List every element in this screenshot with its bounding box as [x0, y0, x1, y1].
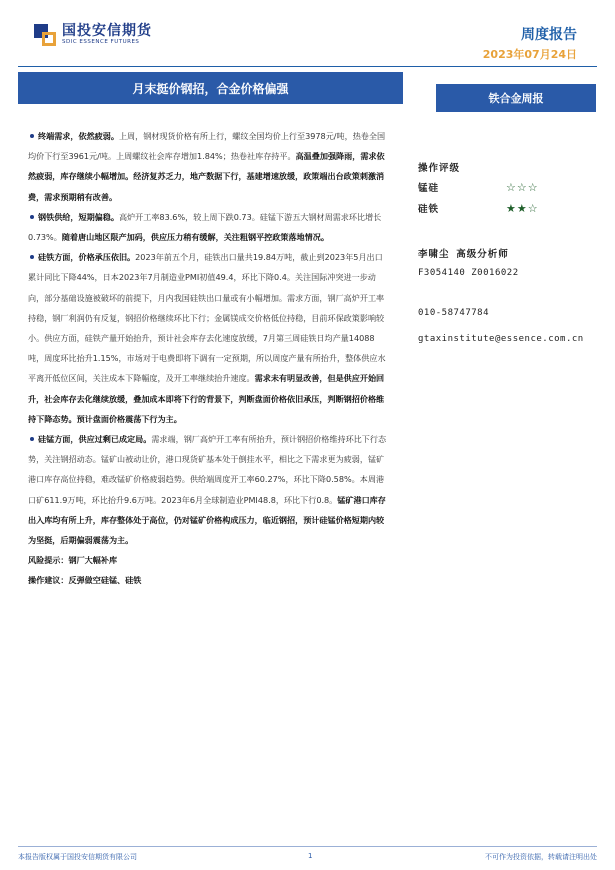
footer-divider: [18, 846, 597, 847]
paragraph-text: 需求端，钢厂高炉开工率有所抬升，预计钢招价格维持环比下行态势，关注钢招动态。锰矿山被动让价，港口现货矿基本处于倒挂水平，相比之下需求更为疲弱，锰矿港口库存高位持稳，难改锰矿价格疲弱趋势。供给端周度开工率60.27%，环比下降0.58%。本周港口矿611.9万吨，环比抬升9.6万吨。2023年6月全球制造业PMI48.8，环比下行0.8。: [28, 434, 387, 505]
report-title: 月末挺价钢招，合金价格偏强: [132, 81, 289, 96]
company-logo: [34, 24, 152, 46]
rating-stars-icon: ★★☆: [506, 201, 539, 215]
rating-name: 硅铁: [418, 204, 440, 215]
analyst-license-codes: F3054140 Z0016022: [418, 268, 519, 278]
report-date: 2023年07月24日: [482, 48, 577, 61]
paragraph-text: 高炉开工率83.6%，较上周下跌0.73。硅锰下游五大钢材周需求环比增长0.73%。: [28, 211, 382, 243]
paragraph-bold-text: 终端需求，依然疲弱。: [38, 131, 119, 141]
logo-mark-icon: [34, 24, 56, 46]
paragraph-list: [28, 126, 390, 550]
header-divider: [18, 66, 597, 67]
paragraph: [28, 126, 390, 207]
rating-row: [418, 200, 608, 216]
title-bar: [18, 72, 403, 104]
contact-phone: 010-58747784: [418, 308, 490, 318]
bullet-icon: [30, 215, 34, 219]
report-category-tag: [436, 84, 596, 112]
sidebar: [418, 160, 608, 352]
logo-name-en: SDIC ESSENCE FUTURES: [62, 39, 140, 45]
bullet-icon: [30, 134, 34, 138]
paragraph-text: 上周，钢材现货价格有所上行，螺纹全国均价上行至3978元/吨，热卷全国均价下行至3961元/吨。上周螺纹社会库存增加1.84%；热卷社库存持平。: [28, 131, 386, 162]
report-category-label: 铁合金周报: [488, 92, 544, 105]
analyst-name: 李啸尘 高级分析师: [418, 249, 509, 260]
rating-stars-icon: ☆☆☆: [506, 180, 539, 194]
contact-email[interactable]: gtaxinstitute@essence.com.cn: [418, 334, 584, 344]
logo-name-cn: 国投安信期货: [62, 23, 152, 39]
footer-disclaimer: 不可作为投资依据，转载请注明出处: [485, 853, 597, 861]
paragraph-bold-text: 锰矿港口库存出入库均有所上升，库存整体处于高位，仍对锰矿价格构成压力，临近钢招，预计硅锰价格短期内较为坚挺，后期偏弱震荡为主。: [28, 494, 386, 546]
paragraph: [28, 247, 390, 429]
paragraph-bold-text: 硅铁方面，价格承压依旧。: [38, 252, 136, 263]
paragraph-text: 2023年前五个月，硅铁出口量共19.84万吨，截止到2023年5月出口累计同比下降44%，日本2023年7月制造业PMI初值49.4，环比下降0.4。关注国际冲突进一步动向，部分基础设施被破坏的前提下，月内我国硅铁出口量或有小幅增加。需求方面，钢厂高炉开工率持稳，钢厂利润仍有反复，钢招价格继续环比下行；金属镁成交价格低位持稳，目前环保政策影响较小。供应方面，硅铁产量开始抬升，预计社会库存去化速度放缓，7月第三周硅铁日均产量14088吨，周度环比抬升1.15%，市场对于电费即将下调有一定预期，所以周度产量有所抬升，整体供应水平离开低位区间，关注成本下降幅度，及开工率继续抬升速度。: [28, 252, 386, 384]
paragraph-bold-text: 需求未有明显改善，但是供应开始回升，社会库存去化继续放缓，叠加成本即将下行的背景下，判断盘面价格依旧承压，判断钢招价格维持下降态势。预计盘面价格震荡下行为主。: [28, 373, 385, 424]
main-content: [28, 126, 390, 591]
footer-copyright: 本报告版权属于国投安信期货有限公司: [18, 853, 137, 861]
bullet-icon: [30, 437, 34, 441]
operation-advice: 操作建议：反弹做空硅锰、硅铁: [28, 575, 142, 586]
bullet-icon: [30, 255, 34, 259]
paragraph-bold-text: 高温叠加强降雨，需求依然疲弱，库存继续小幅增加。经济复苏乏力，地产数据下行，基建增速放缓，政策端出台政策刺激消费，需求预期稍有改善。: [28, 151, 385, 202]
rating-row: [418, 179, 608, 195]
rating-name: 锰硅: [418, 183, 440, 194]
paragraph: [28, 207, 390, 247]
risk-warning: 风险提示：钢厂大幅补库: [28, 555, 118, 566]
paragraph-bold-text: 硅锰方面，供应过剩已成定局。: [38, 434, 152, 445]
page-number: 1: [308, 852, 313, 860]
paragraph-bold-text: 钢铁供给，短期偏稳。: [38, 211, 119, 222]
rating-heading: 操作评级: [418, 163, 461, 174]
paragraph: [28, 429, 390, 550]
report-type: 周度报告: [521, 27, 577, 43]
paragraph-bold-text: 随着唐山地区限产加码，供应压力稍有缓解，关注粗钢平控政策落地情况。: [61, 232, 329, 243]
